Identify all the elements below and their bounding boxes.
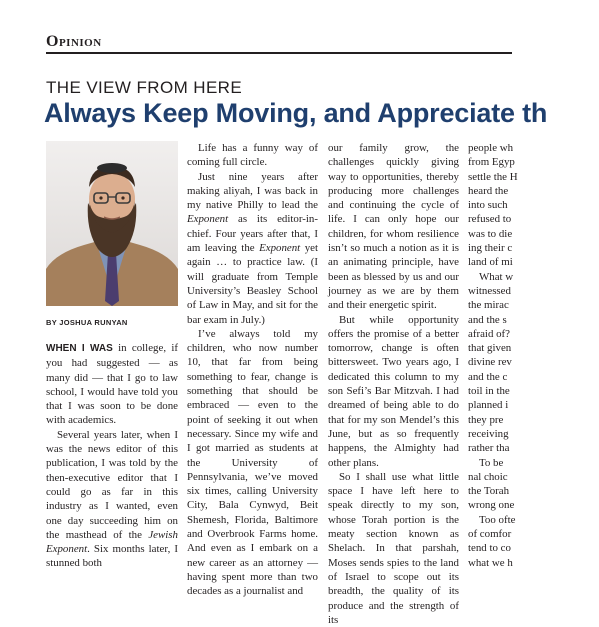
article-headline: Always Keep Moving, and Appreciate th — [44, 98, 548, 128]
author-portrait-image — [46, 141, 178, 306]
column-4-line: afraid of? — [468, 327, 511, 340]
paragraph-text: Several years later, when I was the news editor of this publication, I was told by the then-executive editor that I could go as far in this industry as I wanted, even one day succeeding him on the masthead of the — [46, 428, 178, 541]
column-4-line: refused to — [468, 213, 512, 226]
column-4-line: To be — [479, 456, 504, 469]
publication-name: Jewish Exponent — [46, 528, 178, 556]
column-4-line: heard the — [468, 184, 509, 197]
byline: BY JOSHUA RUNYAN — [46, 318, 128, 327]
section-rule — [46, 52, 512, 54]
run-in-lead: WHEN I WAS — [46, 343, 113, 354]
paragraph-text: as its editor-in-chief. Four years after that, I am leaving the — [187, 213, 318, 255]
column-4-line: land of mi — [468, 256, 513, 269]
paragraph-text: . Six months later, I stunned both — [46, 543, 178, 570]
paragraph-text: in college, if you had suggested — as many did — that I go to law school, I would have told you that I was soon to be done with academics. — [46, 342, 178, 427]
column-4-line: they pre — [468, 413, 504, 426]
column-4-line: into such — [468, 199, 508, 212]
paragraph: So I shall use what little space I have left here to speak directly to my son, whose Torah portion is the meaty section known as Shelach. In that parshah, Moses sends spies to the land of Israel to scope out its breadth, the quality of its produce and the strength of its — [328, 470, 459, 626]
column-4-line: was to die — [468, 227, 513, 240]
column-4-line: Too ofte — [479, 513, 516, 526]
column-4-line: nal choic — [468, 470, 508, 483]
article-column-4 — [468, 141, 599, 570]
paragraph — [187, 170, 318, 327]
paragraph: our family grow, the challenges quickly giving way to opportunities, thereby producing more challenges and continuing the cycle of life. I can only hope our children, for whom resilience isn’t so much a notion as it is an animating principle, have been as blessed by us and our journey as we are by them and their energetic spirit. — [328, 142, 459, 312]
paragraph-text: yet again … to practice law. (I will graduate from Temple University’s Beasley School of Law in May, and sit for the bar exam in July.) — [187, 242, 318, 326]
column-4-line: divine rev — [468, 356, 512, 369]
column-4-line: ing their c — [468, 242, 513, 255]
paragraph: But while opportunity offers the promise of a better tomorrow, change is often bittersweet. Two years ago, I dedicated this column to my son Sefi’s Bar Mitzvah. I had dreamed of being able to do that for my son Mendel’s this June, but as so frequently happens, the Almighty had other plans. — [328, 313, 459, 469]
article-column-1 — [46, 341, 178, 571]
column-4-line: of comfor — [468, 528, 512, 541]
column-4-line: receiving — [468, 427, 509, 440]
column-4-line: tend to co — [468, 542, 511, 555]
column-4-line: and the c — [468, 370, 508, 383]
column-4-line: wrong one — [468, 499, 515, 512]
column-4-line: the mirac — [468, 299, 509, 312]
column-4-line: from Egyp — [468, 156, 515, 169]
publication-name: Exponent — [187, 213, 229, 226]
column-4-line: people wh — [468, 142, 514, 154]
author-photo — [46, 141, 178, 306]
column-4-line: What w — [479, 270, 514, 283]
column-4-line: the Torah — [468, 485, 510, 498]
column-4-line: and the s — [468, 313, 507, 326]
paragraph-text: Just nine years after making aliyah, I was back in my native Philly to lead the — [187, 170, 318, 212]
article-column-2 — [187, 141, 318, 599]
column-4-line: witnessed — [468, 284, 511, 297]
article-column-3 — [328, 141, 459, 627]
column-4-line: settle the H — [468, 170, 518, 183]
column-4-line: planned i — [468, 399, 509, 412]
column-4-line: what we h — [468, 556, 513, 569]
publication-name: Exponent — [259, 242, 301, 255]
section-label: Opinion — [46, 33, 102, 50]
column-4-line: rather tha — [468, 442, 510, 455]
column-4-line: that given — [468, 342, 512, 355]
column-4-line: toil in the — [468, 385, 510, 398]
paragraph — [46, 341, 178, 428]
paragraph: I’ve always told my children, who now number 10, that far from being something to fear, change is something that should be embraced — even to the point of seeking it out when necessary. Since my wife and I got married as students at the University of Pennsylvania, we’ve moved six times, calling University City, Bala Cynwyd, Beit Shemesh, Florida, Baltimore and Overbrook Farms home. And even as I embark on a new career as an attorney — having spent more than two decades as a journalist and — [187, 327, 318, 598]
paragraph: Life has a funny way of coming full circle. — [187, 142, 318, 169]
article-kicker: THE VIEW FROM HERE — [46, 78, 243, 97]
paragraph — [46, 428, 178, 571]
